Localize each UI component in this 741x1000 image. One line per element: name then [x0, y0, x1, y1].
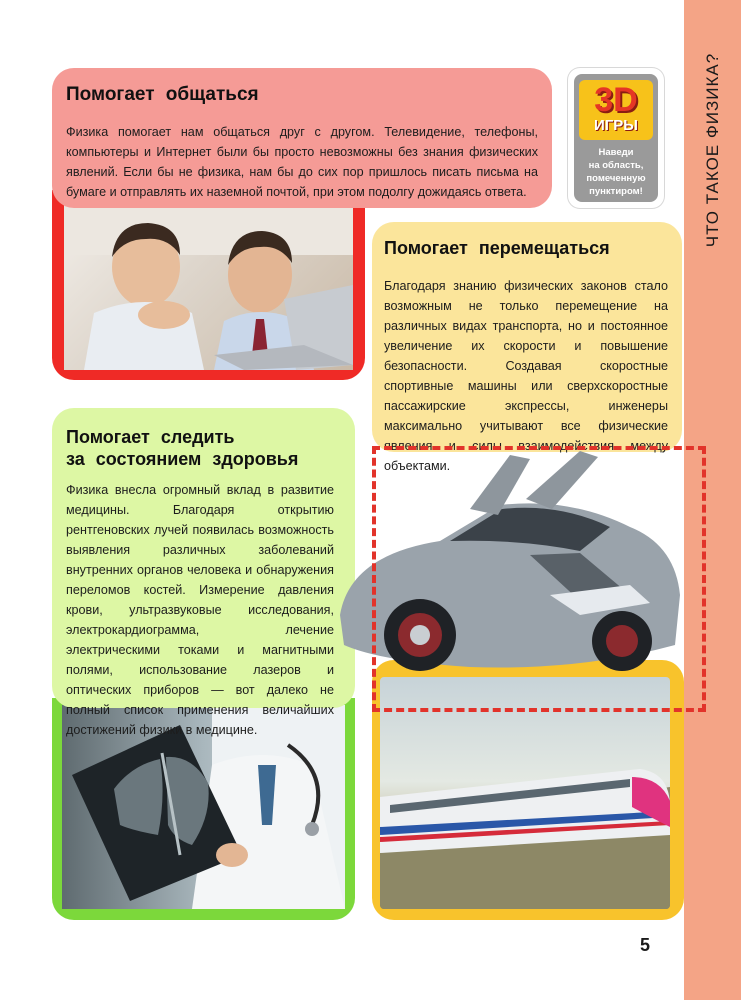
transport-title: Помогает перемещаться — [384, 238, 610, 258]
badge-games-label: ИГРЫ — [594, 117, 638, 134]
health-title-line: за состоянием здоровья — [66, 449, 299, 469]
badge-3d-label: 3D — [594, 81, 638, 119]
communication-panel — [52, 68, 552, 208]
communication-title: Помогает общаться — [66, 84, 259, 105]
badge-panel — [574, 74, 658, 202]
badge-hint-line: на область, — [588, 160, 644, 171]
health-title-line: Помогает следить — [66, 427, 235, 447]
health-text: Физика внесла огромный вклад в развитие медицины. Благодаря открытию рентгеновских лучей появилась возможность выявления различных заболеваний внутренних органов человека и обнаружения переломов костей. Измерение давления крови, ультразвуковые исследования, электрокардиограмма, лечение электрическими токами и магнитными полями, использование лазеров и оптических приборов — вот далеко не полный список применения величайших достижений физики в медицине. — [66, 483, 334, 737]
badge-hint-line: помеченную — [586, 173, 646, 184]
3d-games-logo — [579, 80, 653, 140]
transport-panel — [372, 222, 682, 473]
3d-hotspot-area[interactable] — [372, 446, 706, 712]
sidebar-title: ЧТО ТАКОЕ ФИЗИКА? — [702, 52, 722, 248]
page-number: 5 — [640, 935, 651, 955]
transport-text: Благодаря знанию физических законов стало возможным не только перемещение на различных видах транспорта, но и постоянное увеличение их скорости и повышение безопасности. Создавая скоростные спортивные машины или сверхскоростные пассажирские экспрессы, инженеры максимально учитывают все физические явления и силы взаимодействия между объектами. — [384, 279, 668, 473]
3d-games-badge[interactable] — [568, 68, 664, 208]
health-title — [66, 426, 298, 470]
badge-hint-line: пунктиром! — [589, 186, 643, 197]
boys-laptop-photo — [64, 195, 353, 370]
communication-text: Физика помогает нам общаться друг с другом. Телевидение, телефоны, компьютеры и Интернет были бы просто невозможны без знания физических явлений. Если бы не физика, нам бы до сих пор пришлось писать письма на бумаге и отправлять их наземной почтой, при этом подолгу дожидаясь ответа. — [66, 125, 538, 199]
badge-hint-line: Наведи — [598, 147, 634, 158]
health-panel — [52, 408, 355, 737]
badge-hint — [576, 146, 656, 198]
